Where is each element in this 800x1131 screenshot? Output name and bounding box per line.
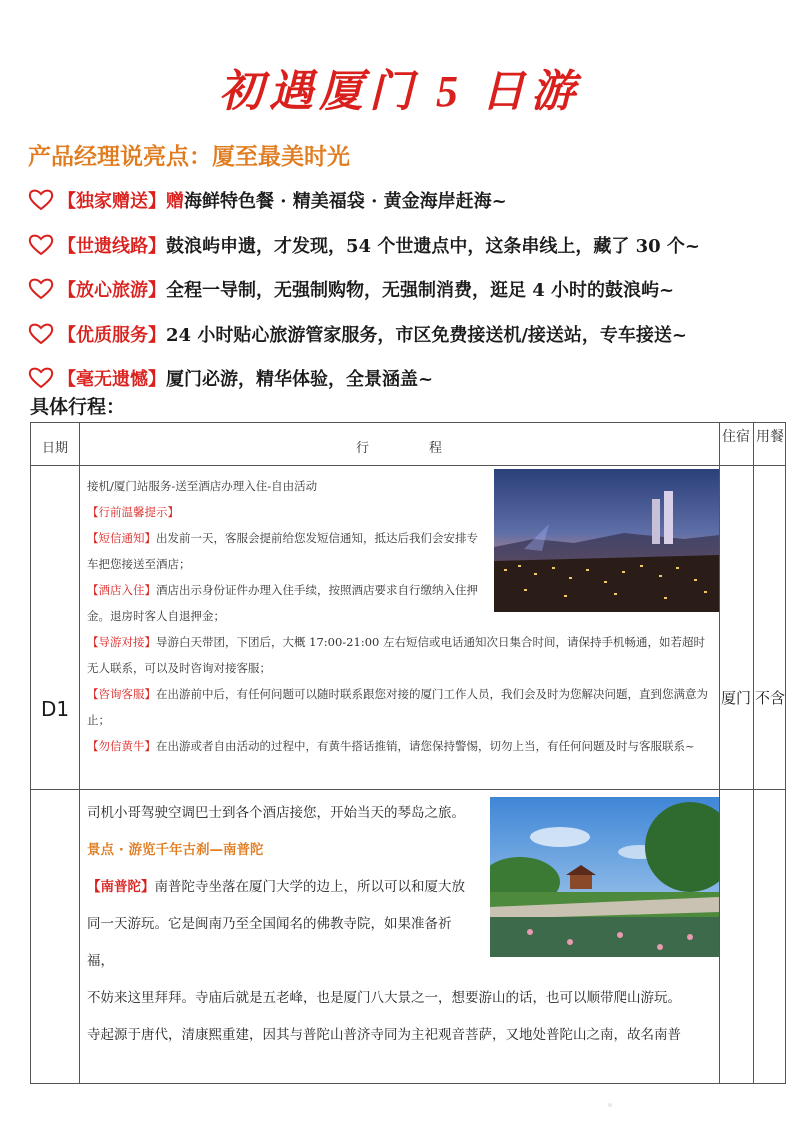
table-divider bbox=[31, 465, 785, 466]
day-label: D1 bbox=[40, 697, 70, 721]
heart-icon bbox=[28, 234, 54, 256]
day-accommodation: 厦门 bbox=[720, 689, 751, 707]
heart-icon bbox=[28, 278, 54, 300]
tips-title: 【行前温馨提示】 bbox=[87, 505, 179, 519]
page-mark-icon: ᵘ bbox=[608, 1102, 612, 1113]
day2-intro: 司机小哥驾驶空调巴士到各个酒店接您，开始当天的琴岛之旅。 bbox=[87, 805, 465, 821]
highlight-text: 厦门必游，精华体验，全景涵盖~ bbox=[166, 369, 434, 391]
highlight-text: 全程一导制，无强制购物，无强制消费，逛足 4 小时的鼓浪屿~ bbox=[166, 280, 675, 302]
spot-description: 【南普陀】南普陀寺坐落在厦门大学的边上，所以可以和厦大放 bbox=[87, 879, 465, 895]
highlight-tag: 【放心旅游】 bbox=[58, 280, 166, 302]
header-date: 日期 bbox=[41, 441, 68, 456]
highlight-item bbox=[28, 267, 788, 312]
tip-item: 【咨询客服】在出游前中后，有任何问题可以随时联系跟您对接的厦门工作人员，我们会及时为您解决问题，直到您满意为止； bbox=[87, 687, 708, 727]
heart-icon bbox=[28, 323, 54, 345]
highlight-text: 海鲜特色餐 · 精美福袋 · 黄金海岸赶海~ bbox=[184, 191, 507, 213]
tip-item: 【勿信黄牛】在出游或者自由活动的过程中，有黄牛搭话推销，请您保持警惕，切勿上当，有任何问题及时与客服联系~ bbox=[87, 739, 695, 753]
spot-description: 同一天游玩。它是闽南乃至全国闻名的佛教寺院，如果准备祈福， bbox=[87, 916, 452, 969]
highlight-text: 鼓浪屿申遗，才发现，54 个世遗点中，这条串线上，藏了 30 个~ bbox=[166, 235, 700, 257]
header-itinerary: 行程 bbox=[355, 441, 502, 456]
spot-description: 不妨来这里拜拜。寺庙后就是五老峰，也是厦门八大景之一，想要游山的话，也可以顺带爬山游玩。 bbox=[87, 990, 681, 1006]
highlight-tag: 【毫无遗憾】 bbox=[58, 369, 166, 391]
day1-intro: 接机/厦门站服务-送至酒店办理入住-自由活动 bbox=[87, 479, 318, 493]
header-meals: 用餐 bbox=[756, 429, 784, 445]
highlight-text: 24 小时贴心旅游管家服务，市区免费接送机/接送站，专车接送~ bbox=[166, 324, 687, 346]
page-title: 初遇厦门 5 日游 bbox=[219, 67, 581, 116]
highlight-item bbox=[28, 356, 788, 401]
heart-icon bbox=[28, 189, 54, 211]
highlight-tag: 【独家赠送】 bbox=[58, 191, 166, 213]
highlight-item bbox=[28, 312, 788, 357]
nanputuo-temple-photo bbox=[490, 797, 719, 957]
spot-title: 景点 · 游览千年古刹—南普陀 bbox=[87, 842, 264, 858]
highlights-heading: 产品经理说亮点：厦至最美时光 bbox=[28, 144, 350, 170]
tip-item: 【酒店入住】酒店出示身份证件办理入住手续，按照酒店要求自行缴纳入住押金。退房时客人自退押金； bbox=[87, 583, 478, 623]
heart-icon bbox=[28, 367, 54, 389]
highlights-list bbox=[28, 178, 788, 401]
itinerary-heading: 具体行程： bbox=[30, 396, 126, 418]
table-divider bbox=[79, 423, 80, 1083]
table-divider bbox=[719, 423, 720, 1083]
spot-description: 寺起源于唐代，清康熙重建，因其与普陀山普济寺同为主祀观音菩萨，又地处普陀山之南，故名南普 bbox=[87, 1027, 681, 1043]
highlight-tag: 【优质服务】 bbox=[58, 324, 166, 346]
header-accommodation: 住宿 bbox=[722, 429, 750, 445]
highlight-item bbox=[28, 178, 788, 223]
highlight-red-text: 赠 bbox=[166, 191, 184, 213]
highlight-item bbox=[28, 223, 788, 268]
tip-item: 【导游对接】导游白天带团，下团后，大概 17:00-21:00 左右短信或电话通知次日集合时间，请保持手机畅通，如若超时无人联系，可以及时咨询对接客服； bbox=[87, 635, 705, 675]
tip-item: 【短信通知】出发前一天，客服会提前给您发短信通知，抵达后我们会安排专车把您接送至酒店； bbox=[87, 531, 478, 571]
table-divider bbox=[753, 423, 754, 1083]
xiamen-night-photo bbox=[494, 469, 719, 612]
table-divider bbox=[31, 789, 785, 790]
itinerary-table bbox=[30, 422, 786, 1084]
highlight-tag: 【世遗线路】 bbox=[58, 235, 166, 257]
day-meals: 不含 bbox=[754, 689, 785, 707]
